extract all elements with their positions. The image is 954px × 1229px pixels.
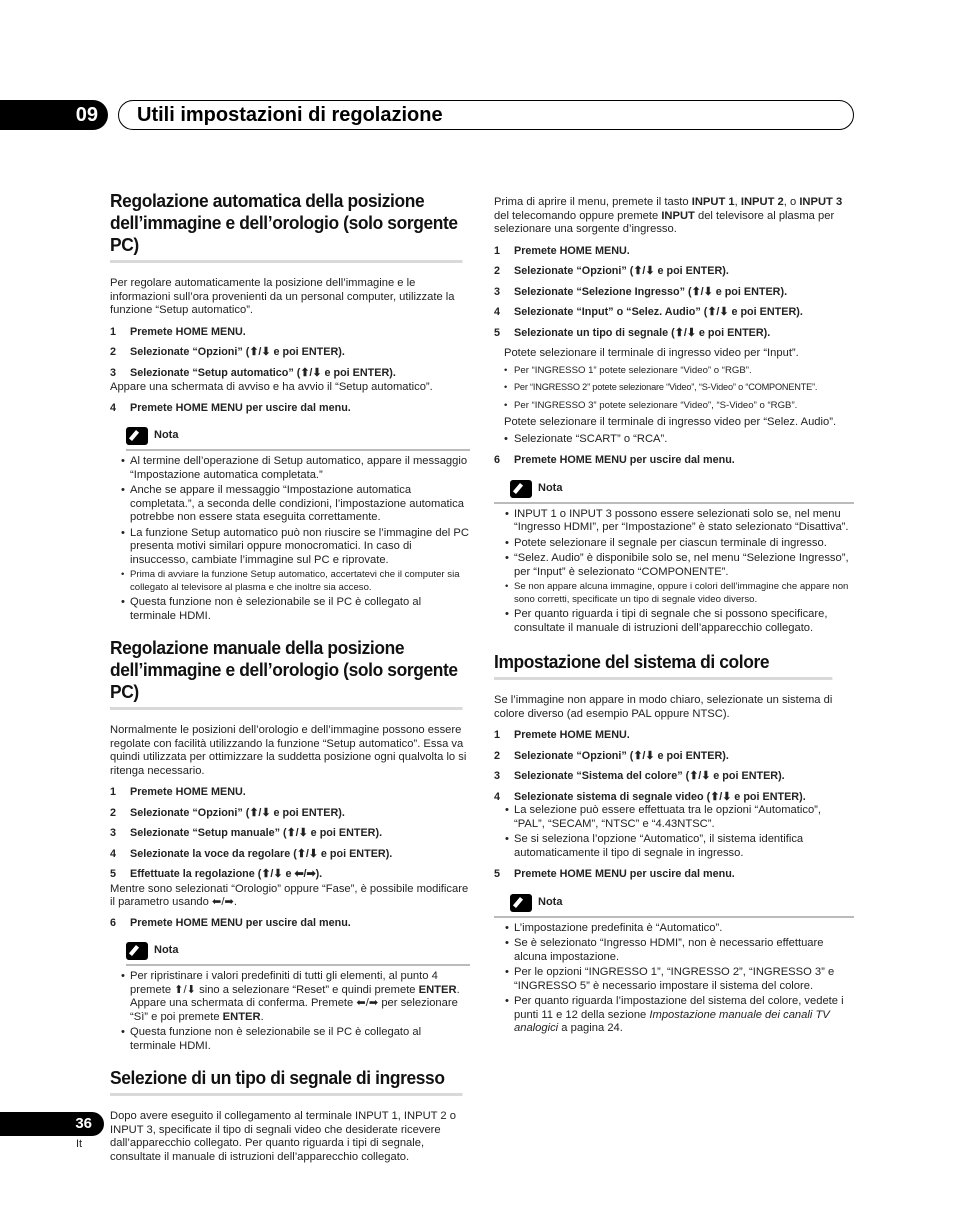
step-5: 5 Premete HOME MENU per uscire dal menu.: [494, 868, 735, 880]
note-list: [110, 970, 470, 1053]
option-item: • Selezionate “SCART” o “RCA”.: [504, 433, 854, 447]
chapter-number-tab: [0, 100, 108, 130]
step-4-options: [494, 804, 854, 860]
section-signal-type-title: Selezione di un tipo di segnale di ingresso: [110, 1067, 463, 1096]
note-item: • Per quanto riguarda i tipi di segnale che si possono specificare, consultate il manuale di istruzioni dell’apparecchio collegato.: [514, 608, 854, 635]
step-4: 4 Selezionate sistema di segnale video (⬆/⬇ e poi ENTER).: [494, 790, 806, 803]
step-4: 4 Premete HOME MENU per uscire dal menu.: [110, 401, 351, 414]
note-item: • Se è selezionato “Ingresso HDMI”, non è necessario effettuare alcuna impostazione.: [514, 937, 854, 964]
note-rule: [126, 964, 470, 966]
option-item: • Per “INGRESSO 3” potete selezionare “Video”, “S-Video” o “RGB”.: [504, 399, 854, 413]
note-item: • Questa funzione non è selezionabile se il PC è collegato al terminale HDMI.: [130, 596, 470, 623]
input-intro: Prima di aprire il menu, premete il tasto INPUT 1, INPUT 2, o INPUT 3 del telecomando oppure premete INPUT del televisore al plasma per selezionare una sorgente d’ingresso.: [494, 196, 843, 235]
note-item: • Questa funzione non è selezionabile se il PC è collegato al terminale HDMI.: [130, 1026, 470, 1053]
note-item: • INPUT 1 o INPUT 3 possono essere selezionati solo se, nel menu “Ingresso HDMI”, per “Impostazione” è stato selezionato “Disattiva”.: [514, 508, 854, 535]
step-3: 3 Selezionate “Selezione Ingresso” (⬆/⬇ e poi ENTER).: [494, 285, 788, 298]
chapter-title: Utili impostazioni di regolazione: [137, 104, 443, 126]
note-item: • Potete selezionare il segnale per ciascun terminale di ingresso.: [514, 537, 854, 551]
note-item: • Per ripristinare i valori predefiniti di tutti gli elementi, al punto 4 premete ⬆/⬇ sino a selezionare “Reset” e quindi premete ENTER. Appare una schermata di conferma. Premete ⬅/➡ per selezionare “Sì” e poi premete ENTER.: [130, 970, 470, 1024]
language-code: It: [76, 1138, 83, 1150]
note-item: • Per quanto riguarda l’impostazione del sistema del colore, vedete i punti 11 e 12 della sezione Impostazione manuale dei canali TV analogici a pagina 24.: [514, 995, 854, 1036]
note-item: • Al termine dell’operazione di Setup automatico, appare il messaggio “Impostazione automatica completata.”: [130, 455, 470, 482]
step-1: 1 Premete HOME MENU.: [494, 244, 630, 257]
step-3: 3 Selezionate “Setup manuale” (⬆/⬇ e poi ENTER).: [110, 827, 383, 839]
option-item: • Se si seleziona l’opzione “Automatico”, il sistema identifica automaticamente il tipo di segnale in ingresso.: [514, 833, 854, 860]
step-4: 4 Selezionate “Input” o “Selez. Audio” (⬆/⬇ e poi ENTER).: [494, 306, 803, 318]
pencil-icon: [126, 942, 148, 960]
chapter-title-box: [118, 100, 854, 130]
step-6: 6 Premete HOME MENU per uscire dal menu.: [110, 916, 351, 929]
note-item: • Per le opzioni “INGRESSO 1”, “INGRESSO 2”, “INGRESSO 3” e “INGRESSO 5” è necessario impostare il sistema del colore.: [514, 966, 854, 993]
step-5-options: [504, 364, 854, 413]
section-signal-type-intro: Dopo avere eseguito il collegamento al terminale INPUT 1, INPUT 2 o INPUT 3, specificate il tipo di segnali video che desiderate ricevere dall’apparecchio collegato. Per quanto riguarda i tipi di segnale, consultate il manuale di istruzioni dell’apparecchio collegato.: [110, 1110, 456, 1163]
note-item: • Se non appare alcuna immagine, oppure i colori dell’immagine che appare non sono corretti, specificate un tipo di segnale video diverso.: [514, 581, 854, 606]
pencil-icon: [510, 480, 532, 498]
step-2: 2 Selezionate “Opzioni” (⬆/⬇ e poi ENTER).: [110, 346, 345, 358]
step-1: 1 Premete HOME MENU.: [494, 729, 630, 741]
option-item: • Per “INGRESSO 2” potete selezionare “Video”, “S-Video” o “COMPONENTE”.: [504, 381, 854, 395]
step-6: 6 Premete HOME MENU per uscire dal menu.: [494, 454, 735, 466]
note-item: • La funzione Setup automatico può non riuscire se l’immagine del PC presenta motivi similari oppure monocromatici. In caso di insuccesso, cambiate l’immagine sul PC e riprovate.: [130, 527, 470, 568]
step-5-text-2: Potete selezionare il terminale di ingresso video per “Selez. Audio”.: [504, 416, 837, 428]
step-2: 2 Selezionate “Opzioni” (⬆/⬇ e poi ENTER).: [110, 806, 345, 819]
note-item: • Anche se appare il messaggio “Impostazione automatica completata.”, a seconda delle condizioni, l’impostazione automatica potrebbe non essere stata eseguita correttamente.: [130, 484, 470, 525]
step-5-text: Potete selezionare il terminale di ingresso video per “Input”.: [504, 347, 799, 359]
step-3: 3 Selezionate “Sistema del colore” (⬆/⬇ e poi ENTER).: [494, 770, 785, 782]
note-rule: [494, 502, 854, 504]
step-3: 3 Selezionate “Setup automatico” (⬆/⬇ e poi ENTER).: [110, 366, 396, 379]
step-1: 1 Premete HOME MENU.: [110, 786, 246, 798]
section-auto-adjust-title: Regolazione automatica della posizione dell’immagine e dell’orologio (solo sorgente PC): [110, 190, 463, 263]
step-2: 2 Selezionate “Opzioni” (⬆/⬇ e poi ENTER).: [494, 749, 729, 762]
step-4: 4 Selezionate la voce da regolare (⬆/⬇ e poi ENTER).: [110, 847, 393, 860]
step-2: 2 Selezionate “Opzioni” (⬆/⬇ e poi ENTER).: [494, 265, 729, 277]
note-header: Nota: [126, 942, 470, 960]
step-5: 5 Effettuate la regolazione (⬆/⬇ e ⬅/➡).: [110, 868, 323, 880]
note-header: Nota: [510, 480, 854, 498]
section-manual-adjust-title: Regolazione manuale della posizione dell’immagine e dell’orologio (solo sorgente PC): [110, 637, 463, 710]
step-5-note: Mentre sono selezionati “Orologio” oppure “Fase”, è possibile modificare il parametro usando ⬅/➡.: [110, 882, 469, 908]
page-number: 36: [75, 1115, 92, 1132]
step-5: 5 Selezionate un tipo di segnale (⬆/⬇ e poi ENTER).: [494, 326, 771, 339]
section-manual-adjust-intro: Normalmente le posizioni dell’orologio e dell’immagine possono essere regolate con facilità utilizzando la funzione “Setup automatico”. Essa va quindi utilizzata per ottimizzare la suddetta posizione ogni qualvolta lo si ritenga necessario.: [110, 724, 467, 777]
right-column: [494, 196, 854, 1044]
note-rule: [494, 916, 854, 918]
pencil-icon: [126, 427, 148, 445]
pencil-icon: [510, 894, 532, 912]
note-list: [494, 508, 854, 636]
option-item: • La selezione può essere effettuata tra le opzioni “Automatico”, “PAL”, “SECAM”, “NTSC” e “4.43NTSC”.: [514, 804, 854, 831]
left-column: [110, 190, 470, 1172]
section-auto-adjust-intro: Per regolare automaticamente la posizione dell’immagine e le informazioni sull’ora provenienti da un personal computer, utilizzate la funzione “Setup automatico”.: [110, 277, 455, 316]
note-list: [110, 455, 470, 623]
note-header: Nota: [126, 427, 470, 445]
section-color-system-intro: Se l’immagine non appare in modo chiaro, selezionate un sistema di colore diverso (ad esempio PAL oppure NTSC).: [494, 694, 833, 720]
step-1: 1 Premete HOME MENU.: [110, 325, 246, 338]
option-item: • Per “INGRESSO 1” potete selezionare “Video” o “RGB”.: [504, 364, 854, 378]
step-3-note: Appare una schermata di avviso e ha avvio il “Setup automatico”.: [110, 381, 433, 393]
note-rule: [126, 449, 470, 451]
page-number-tab: [0, 1112, 104, 1136]
note-item: • “Selez. Audio” è disponibile solo se, nel menu “Selezione Ingresso”, per “Input” è selezionato “COMPONENTE”.: [514, 552, 854, 579]
note-list: [494, 922, 854, 1036]
step-5-options-2: [504, 433, 854, 447]
note-header: Nota: [510, 894, 854, 912]
note-item: • L’impostazione predefinita è “Automatico”.: [514, 922, 854, 936]
chapter-number: 09: [75, 104, 98, 126]
note-item: • Prima di avviare la funzione Setup automatico, accertatevi che il computer sia collegato al televisore al plasma e che inoltre sia acceso.: [130, 569, 470, 594]
section-color-system-title: Impostazione del sistema di colore: [494, 651, 832, 680]
